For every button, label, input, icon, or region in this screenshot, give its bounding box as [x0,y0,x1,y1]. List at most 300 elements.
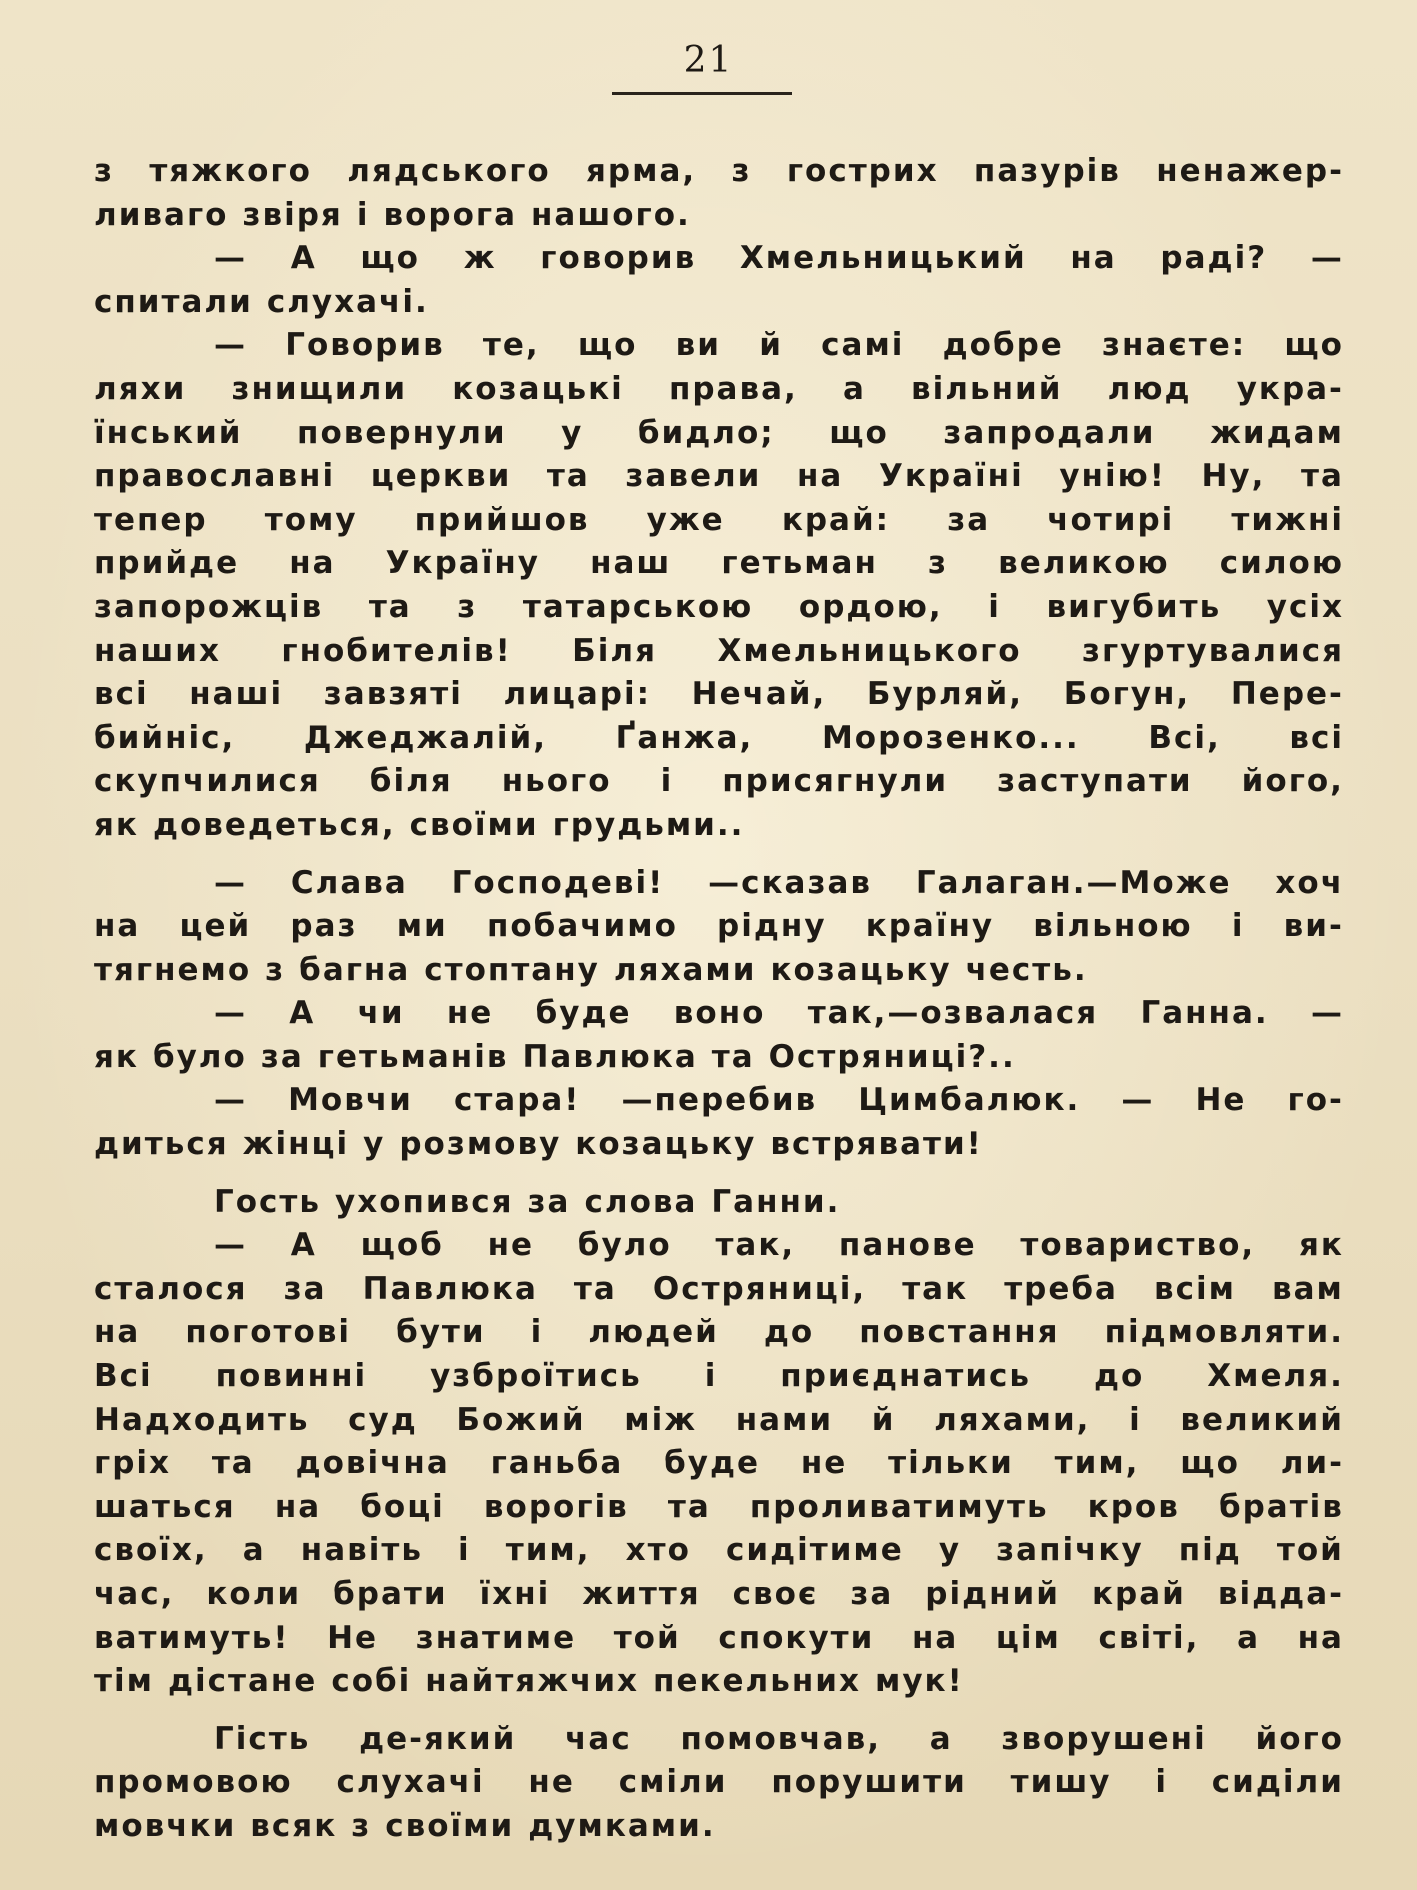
word: Остряниці, [652,1270,867,1307]
word: жидам [1210,414,1344,451]
word: буде [535,995,632,1032]
paragraph-gap [94,1167,1344,1181]
word: Хмельницький [739,240,1027,277]
word: слова [584,1183,698,1220]
word: боці [360,1488,445,1525]
word: не [800,1445,848,1482]
text-line [94,717,1344,761]
word: хто [625,1532,691,1569]
text-line [94,1399,1344,1443]
word: тяжкого [149,153,312,189]
word: — [214,995,247,1032]
word: Біля [572,632,658,669]
word: воно [673,995,766,1032]
text-line [94,1761,1344,1805]
word: мовчки [94,1807,237,1844]
page-number: 21 [683,40,734,81]
word: великою [998,545,1170,582]
word: під [1178,1532,1242,1569]
text-line [94,992,1344,1036]
word: нами [735,1401,834,1438]
text-line [94,586,1344,630]
word: і [356,196,370,233]
word: права, [668,370,798,407]
word: цей [179,908,252,945]
word: брати [333,1576,448,1612]
word: сталося [94,1270,248,1307]
word: Україні [878,458,1024,495]
word: і [1155,1764,1168,1801]
word: гетьман [721,545,878,582]
word: край [1092,1576,1186,1612]
text-line [94,804,1344,848]
word: кров [1087,1488,1180,1525]
word: силою [1219,545,1344,582]
word: — [1310,995,1344,1032]
word: так, [715,1227,796,1264]
word: ми [396,908,448,945]
word: хоч [1275,864,1344,901]
word: раді? [1160,240,1268,277]
word: їнський [94,414,243,451]
word: його, [1241,763,1344,800]
word: та [667,1488,711,1525]
word: на [1297,1619,1344,1656]
word: довічна [295,1445,450,1482]
word: так [902,1270,969,1307]
word: на [797,458,844,495]
text-line [94,1617,1344,1661]
word: Хмеля. [1207,1358,1344,1395]
word: заступати [997,763,1193,800]
word: Не [327,1619,379,1656]
word: жінці [242,1126,350,1163]
word: з [351,1807,372,1844]
word: з [731,153,752,189]
word: мук! [875,1663,964,1700]
word: ви- [1283,908,1344,945]
word: наші [189,676,284,713]
word: побачимо [486,908,678,945]
word: бийніс, [94,719,236,756]
word: Бурляй, [866,676,1024,713]
word: — [1121,1082,1155,1119]
word: між [624,1401,698,1438]
text-line [94,1486,1344,1530]
word: Господеві! [451,864,665,901]
word: Павлюка [362,1270,538,1307]
word: за [283,1270,327,1307]
word: помовчав, [680,1720,882,1757]
word: ворога [383,196,517,233]
word: ляхами [613,951,757,988]
word: всяк [250,1807,338,1844]
word: час, [94,1576,175,1612]
word: завзяті [323,676,463,713]
word: ляхи [94,370,187,407]
word: і [660,763,674,800]
word: спокути [718,1619,875,1656]
word: як [94,806,139,843]
word: порушити [771,1764,967,1801]
word: Ганна. [1140,995,1269,1032]
word: козацькі [452,370,624,407]
word: ж [463,240,497,277]
word: повинні [215,1358,368,1395]
word: і [530,1314,544,1351]
word: Говорив [285,327,445,364]
word: на [911,1619,959,1656]
word: ворогів [483,1488,629,1525]
word: сидітиме [725,1532,904,1569]
word: що [1180,1445,1240,1482]
word: слухачі [336,1764,485,1801]
word: запічку [996,1532,1144,1569]
word: буде [664,1445,761,1482]
word: А [290,1227,317,1264]
text-line [94,1036,1344,1080]
text-line [94,1224,1344,1268]
word: його [1255,1720,1344,1757]
word: повстання [859,1314,1060,1351]
text-line [94,1311,1344,1355]
word: лицарі: [503,676,651,713]
word: —перебив [621,1082,818,1119]
word: — [214,327,247,364]
word: той [1276,1532,1344,1569]
word: поготові [185,1314,352,1351]
word: найтяжчих [425,1663,640,1700]
word: та [573,1270,617,1307]
text-line [94,542,1344,586]
word: бути [396,1314,486,1351]
word: думками. [528,1807,716,1844]
word: за [260,1038,304,1075]
word: А [290,240,317,277]
word: великий [1180,1401,1344,1438]
word: і [1231,908,1245,945]
word: Пере- [1230,676,1344,713]
word: а [929,1720,953,1757]
word: сміли [618,1764,728,1801]
text-line [94,499,1344,543]
word: укра- [1236,370,1344,407]
word: церкви [370,458,512,495]
word: навіть [300,1532,423,1569]
body-text [94,150,1344,1849]
word: го- [1287,1082,1344,1119]
word: на [274,1488,322,1525]
word: чотирі [1047,501,1175,538]
word: Божий [456,1401,586,1438]
word: — [214,864,247,901]
word: Слава [290,864,408,901]
word: звіря [242,196,343,233]
word: Морозенко... [821,719,1080,756]
word: біля [369,763,453,800]
word: а [242,1532,266,1569]
word: що [829,414,889,451]
text-line [94,949,1344,993]
word: зворушені [1001,1720,1207,1757]
word: стоптану [424,951,600,988]
text-line [94,862,1344,906]
word: братів [1218,1488,1344,1525]
word: люд [1107,370,1192,407]
word: розмову [399,1126,562,1163]
word: гетьманів [317,1038,509,1075]
word: і [988,588,1001,625]
word: те, [482,327,540,364]
text-line [94,368,1344,412]
word: Надходить [94,1401,310,1438]
word: панове [838,1227,977,1264]
word: лядського [347,153,551,189]
text-line [94,1718,1344,1762]
word: треба [1004,1270,1118,1307]
text-line [94,1573,1344,1617]
word: час [565,1720,632,1757]
word: Нечай, [691,676,827,713]
word: той [613,1619,681,1656]
word: не [446,995,494,1032]
word: Всі [94,1358,153,1395]
word: Хмельницького [717,632,1022,669]
word: за [947,501,991,538]
word: щоб [360,1227,444,1264]
text-line [94,1079,1344,1123]
word: гнобителів! [281,632,512,669]
word: було [577,1227,672,1264]
word: ярма, [586,153,697,189]
word: диться [94,1126,229,1163]
word: де-який [359,1720,517,1757]
word: своїми [385,1807,515,1844]
word: і [458,1532,471,1569]
word: ви [675,327,722,364]
word: та [711,1038,755,1075]
text-line [94,1355,1344,1399]
text-line [94,1123,1344,1167]
text-line [94,412,1344,456]
word: гострих [786,153,939,189]
word: та [1301,458,1344,495]
word: запродали [943,414,1156,451]
word: ватимуть! [94,1619,290,1656]
word: у [561,414,584,451]
word: добре [942,327,1064,364]
text-line [94,673,1344,717]
text-line [94,237,1344,281]
word: не [487,1227,535,1264]
word: на [94,908,141,945]
text-line [94,194,1344,238]
word: нього [501,763,612,800]
word: так,—озвалася [807,995,1099,1032]
word: —сказав [708,864,873,901]
word: суд [348,1401,418,1438]
word: Ґанжа, [615,719,754,756]
word: нашого. [531,196,691,233]
word: рідний [925,1576,1060,1612]
paragraph-gap [94,1704,1344,1718]
word: наш [590,545,672,582]
word: собі [331,1663,412,1700]
word: тим, [1054,1445,1140,1482]
word: самі [821,327,905,364]
word: шаться [94,1488,236,1525]
word: Остряниці?.. [768,1038,1016,1075]
word: знищили [231,370,408,407]
word: наших [94,632,221,669]
word: раз [290,908,358,945]
word: коли [206,1576,302,1612]
word: товариство, [1020,1227,1256,1264]
word: та [368,588,412,625]
word: що [1284,327,1344,364]
word: присягнули [722,763,949,800]
word: приєднатись [780,1358,1032,1395]
word: на [94,1314,141,1351]
word: до [1093,1358,1145,1395]
word: татарською [522,588,754,625]
word: грудьми.. [552,806,745,843]
word: бидло; [637,414,775,451]
word: за [527,1183,571,1220]
word: що [577,327,638,364]
word: ненажер- [1156,153,1344,189]
word: скупчилися [94,763,321,800]
word: всі [94,676,149,713]
word: всі [1289,719,1344,756]
word: не [528,1764,575,1801]
word: тягнемо [94,951,252,988]
word: й [759,327,783,364]
word: ляхами, [934,1401,1091,1438]
word: унію! [1059,458,1166,495]
word: своїми [409,806,539,843]
word: тижні [1231,501,1344,538]
word: та [211,1445,255,1482]
word: та [546,458,590,495]
word: у [938,1532,962,1569]
word: світі, [1098,1619,1200,1656]
word: тім [94,1663,154,1700]
word: повернули [297,414,507,451]
word: чи [357,995,405,1032]
word: за [850,1576,894,1612]
word: тільки [888,1445,1014,1482]
word: як [1298,1227,1344,1264]
word: Україну [385,545,540,582]
word: тепер [94,501,208,538]
word: уже [646,501,725,538]
word: пекельних [653,1663,861,1700]
word: всім [1154,1270,1236,1307]
word: з [94,153,115,189]
word: козацьку [575,1126,757,1163]
word: тишу [1010,1764,1112,1801]
word: Мовчи [288,1082,413,1119]
word: Гость [214,1183,321,1220]
word: вам [1272,1270,1344,1307]
text-line [94,1181,1344,1225]
word: край: [781,501,891,538]
word: знаєте: [1102,327,1247,364]
word: з [457,588,478,625]
word: спитали [94,283,253,320]
word: встрявати! [770,1126,983,1163]
word: узброїтись [430,1358,642,1395]
text-line [94,760,1344,804]
word: сиділи [1211,1764,1344,1801]
word: рідну [717,908,827,945]
text-line [94,150,1344,194]
word: говорив [540,240,697,277]
word: слухачі. [266,283,429,320]
word: а [842,370,866,407]
word: багна [299,951,411,988]
word: Цимбалюк. [858,1082,1081,1119]
word: вільною [1033,908,1193,945]
word: Джеджалій, [303,719,548,756]
word: — [214,240,247,277]
word: Павлюка [522,1038,698,1075]
word: відда- [1217,1576,1344,1612]
word: на [289,545,336,582]
word: прийшов [414,501,590,538]
word: проливатимуть [749,1488,1049,1525]
word: ухопився [335,1183,514,1220]
word: Гість [214,1720,311,1757]
word: згуртувалися [1081,632,1344,669]
text-line [94,905,1344,949]
word: вигубить [1046,588,1222,625]
word: ли- [1280,1445,1344,1482]
word: дістане [167,1663,318,1700]
word: завели [625,458,762,495]
word: вільний [911,370,1063,407]
word: промовою [94,1764,293,1801]
word: прийде [94,545,240,582]
word: життя [582,1576,701,1612]
word: козацьку [770,951,952,988]
word: православні [94,458,336,495]
word: А [289,995,316,1032]
word: Ганни. [711,1183,841,1220]
text-line [94,1660,1344,1704]
word: тим, [505,1532,591,1569]
text-line [94,1442,1344,1486]
word: цім [995,1619,1061,1656]
word: Не [1195,1082,1247,1119]
word: ганьба [490,1445,624,1482]
word: запорожців [94,588,324,625]
word: їхні [479,1576,551,1612]
word: підмовляти. [1104,1314,1344,1351]
header-rule [612,92,792,95]
word: своїх, [94,1532,208,1569]
word: з [927,545,948,582]
word: — [214,1082,247,1119]
word: усіх [1266,588,1344,625]
word: знатиме [415,1619,577,1656]
word: — [1310,240,1344,277]
word: з [265,951,286,988]
word: і [1129,1401,1142,1438]
word: що [360,240,420,277]
word: Галаган.—Може [915,864,1232,901]
